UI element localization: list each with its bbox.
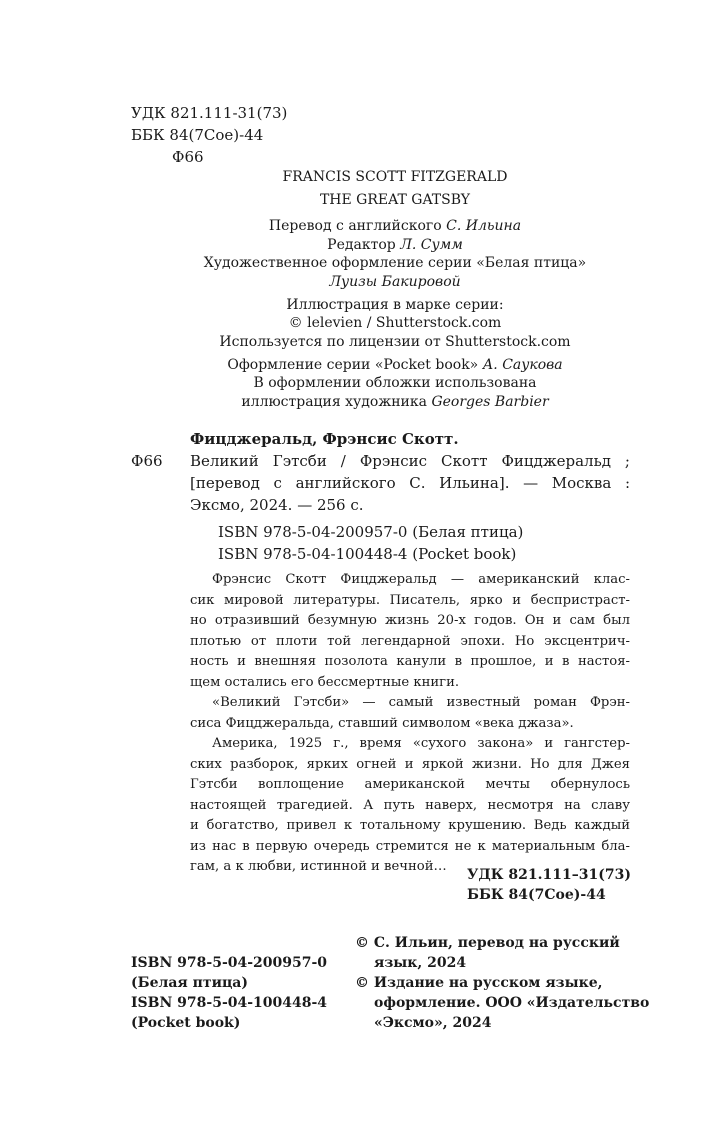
annotation-line: плотью от плоти той легендарной эпохи. Но эксцентрич- xyxy=(190,633,630,649)
annotation-line: настоящей трагедией. А путь наверх, несмотря на славу xyxy=(190,797,630,813)
udk-code: УДК 821.111-31(73) xyxy=(131,104,288,122)
annotation-line: щем остались его бессмертные книги. xyxy=(190,674,460,690)
copyright-translation-cont: язык, 2024 xyxy=(374,955,467,971)
original-author: FRANCIS SCOTT FITZGERALD xyxy=(282,169,508,185)
annotation-line: «Великий Гэтсби» — самый известный роман Фрэн- xyxy=(212,695,630,710)
annotation-line: Америка, 1925 г., время «сухого закона» и гангстер- xyxy=(212,736,630,751)
bib-line-2: [перевод с английского С. Ильина]. — Москва : xyxy=(190,474,630,492)
annotation-line: но отразивший безумную жизнь 20-х годов. Он и сам был xyxy=(190,613,630,628)
illustration-line-2: © lelevien / Shutterstock.com xyxy=(288,315,502,331)
original-title: THE GREAT GATSBY xyxy=(319,192,471,208)
bib-isbn-1: ISBN 978-5-04-200957-0 (Белая птица) xyxy=(218,523,524,541)
imprint-isbn-2-note: (Pocket book) xyxy=(131,1015,241,1031)
annotation-line: Фрэнсис Скотт Фицджеральд — американский клас- xyxy=(212,572,630,587)
illustration-line-1: Иллюстрация в марке серии: xyxy=(286,297,504,313)
footer-bbk: ББК 84(7Сое)-44 xyxy=(467,887,606,903)
editor-credit xyxy=(150,236,640,255)
copyright-edition-cont-1: оформление. ООО «Издательство xyxy=(374,995,650,1011)
imprint-isbn-1-note: (Белая птица) xyxy=(131,975,248,991)
annotation-line: из нас в первую очередь стремится не к материальным бла- xyxy=(190,838,630,854)
cover-artist-name: Georges Barbier xyxy=(431,394,549,410)
copyright-edition: © Издание на русском языке, xyxy=(355,975,603,991)
annotation-line: гам, а к любви, истинной и вечной… xyxy=(190,859,447,874)
cover-credit xyxy=(150,393,640,412)
author-mark: Ф66 xyxy=(172,148,204,166)
editor-name: Л. Сумм xyxy=(400,237,463,253)
annotation xyxy=(190,570,630,878)
copyright-edition-cont-2: «Эксмо», 2024 xyxy=(374,1015,492,1031)
bib-heading: Фицджеральд, Фрэнсис Скотт. xyxy=(190,430,459,448)
footer-udk: УДК 821.111–31(73) xyxy=(467,867,631,883)
annotation-line: ских разборок, ярких огней и яркой жизни. Но для Джея xyxy=(190,756,630,772)
bib-line-3: Эксмо, 2024. — 256 с. xyxy=(190,496,364,514)
imprint-isbn-2: ISBN 978-5-04-100448-4 xyxy=(131,995,328,1011)
annotation-line: и богатство, привел к тотальному крушению. Ведь каждый xyxy=(190,818,630,833)
annotation-line: ность и внешняя позолота канули в прошлое, и в настоя- xyxy=(190,654,630,669)
pocket-series-credit xyxy=(150,356,640,375)
translator-name: С. Ильина xyxy=(446,218,522,234)
bib-mark: Ф66 xyxy=(131,452,163,470)
bbk-code: ББК 84(7Сое)-44 xyxy=(131,126,264,144)
illustration-line-3: Используется по лицензии от Shutterstock.com xyxy=(219,334,571,350)
series-designer-name: Луизы Бакировой xyxy=(329,274,461,290)
editor-prefix: Редактор xyxy=(327,237,401,253)
annotation-line: сиса Фицджеральда, ставший символом «века джаза». xyxy=(190,715,574,731)
pocket-prefix: Оформление серии «Pocket book» xyxy=(227,357,483,373)
pocket-designer-name: А. Саукова xyxy=(482,357,563,373)
annotation-line: сик мировой литературы. Писатель, ярко и беспристраст- xyxy=(190,592,630,608)
cover-line-1: В оформлении обложки использована xyxy=(253,375,537,391)
annotation-line: Гэтсби воплощение американской мечты обернулось xyxy=(190,777,630,792)
series-design-credit: Художественное оформление серии «Белая птица» xyxy=(203,255,587,271)
cover-prefix: иллюстрация художника xyxy=(241,394,432,410)
imprint-isbn-1: ISBN 978-5-04-200957-0 xyxy=(131,955,328,971)
copyright-translation: © С. Ильин, перевод на русский xyxy=(355,935,620,951)
translation-credit xyxy=(150,217,640,236)
translation-prefix: Перевод с английского xyxy=(268,218,447,234)
bib-isbn-2: ISBN 978-5-04-100448-4 (Pocket book) xyxy=(218,545,517,563)
bib-line-1: Великий Гэтсби / Фрэнсис Скотт Фицджеральд ; xyxy=(190,452,630,470)
